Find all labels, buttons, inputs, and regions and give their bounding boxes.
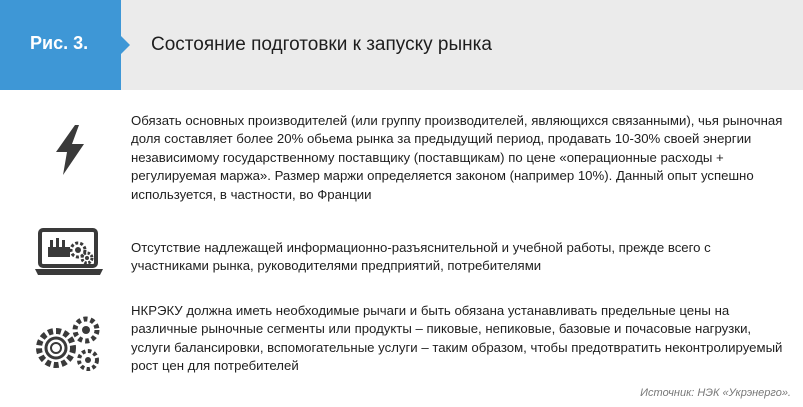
- figure-header: [0, 0, 803, 90]
- figure-number-tab: [0, 0, 121, 90]
- source-note: Источник: НЭК «Укрэнерго».: [640, 387, 791, 399]
- gears-icon: [34, 314, 104, 374]
- list-item-text: Отсутствие надлежащей информационно-разъяснительной и учебной работы, прежде всего с участниками рынка, руководителями предприятий, потребителями: [131, 240, 711, 274]
- list-item-text: НКРЭКУ должна иметь необходимые рычаги и быть обязана устанавливать предельные цены на различные рыночные сегменты или продукты – пиковые, непиковые, базовые и почасовые нагрузки, услуги балансировки, вспомогательные услуги – таким образом, чтобы предотвратить неконтролируемый рост цен для потребителей: [131, 303, 783, 374]
- list-item-text: Обязать основных производителей (или группу производителей, являющихся связанными), чья рыночная доля составляет более 20% обьема рынка за предыдущий период, продавать 10-30% своей энергии независимому государственному поставщику (поставщикам) по цене «операционные расходы + регулируемая маржа». Размер маржи определяется законом (например 10%). Данный опыт успешно используется, в частности, во Франции: [131, 113, 783, 202]
- figure-title: Состояние подготовки к запуску рынка: [151, 34, 492, 55]
- laptop-gears-icon: [34, 228, 104, 278]
- figure-label: Рис. 3.: [30, 33, 89, 53]
- lightning-icon: [50, 124, 90, 176]
